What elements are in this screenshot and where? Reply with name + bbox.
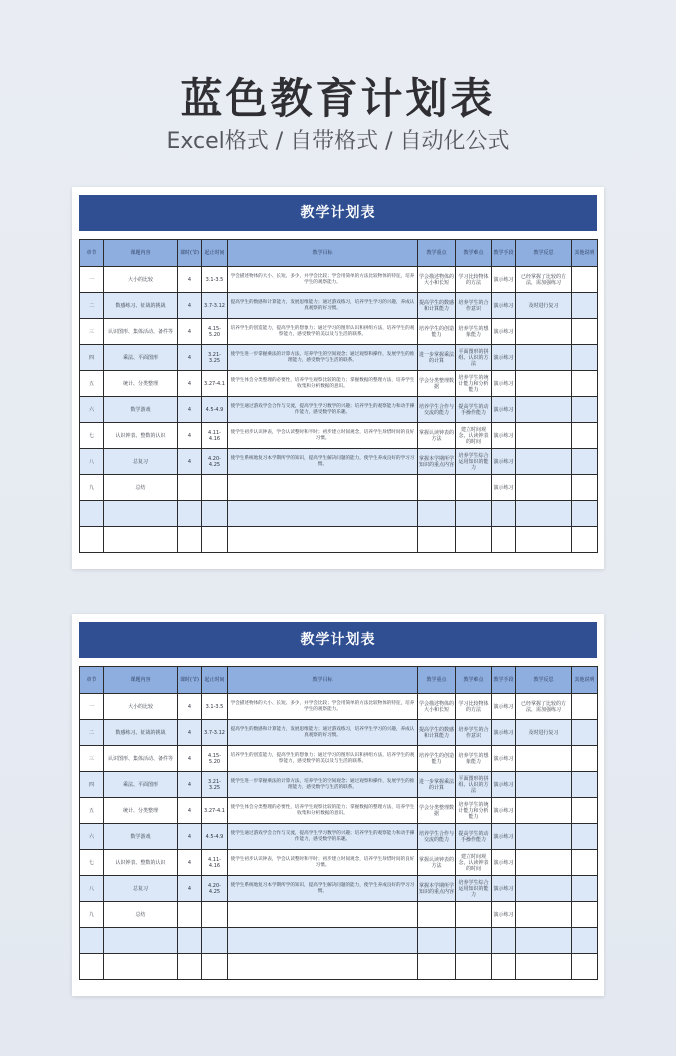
- cell-reflection: [516, 850, 572, 876]
- cell-other: [572, 928, 598, 954]
- table-row: [80, 746, 598, 772]
- table-row: [80, 876, 598, 902]
- cell-goal: 使学生进一步掌握乘法的计算方法，培养学生的空间观念；通过观察和操作，发展学生的推理能力，感受数学与生活的联系。: [228, 345, 418, 371]
- cell-time: 3.7-3.12: [202, 293, 228, 319]
- cell-chapter: 九: [80, 902, 104, 928]
- header-cell: 教学重点: [418, 240, 456, 267]
- cell-time: 3.1-3.5: [202, 694, 228, 720]
- cell-means: 演示练习: [492, 267, 516, 293]
- cell-means: 演示练习: [492, 746, 516, 772]
- cell-chapter: 四: [80, 772, 104, 798]
- cell-other: [572, 423, 598, 449]
- cell-means: 演示练习: [492, 798, 516, 824]
- cell-goal: 使学生系统地复习本学期所学的知识，提高学生解决问题的能力，使学生养成良好的学习习惯。: [228, 449, 418, 475]
- table-header-row: [80, 240, 598, 267]
- cell-difficulty: 培养学生的统计能力和分析能力: [456, 371, 492, 397]
- cell-time: [202, 501, 228, 527]
- cell-difficulty: 培养学生的想象能力: [456, 746, 492, 772]
- cell-key: 提高学生的数感和计算能力: [418, 720, 456, 746]
- header-cell: 其他说明: [572, 240, 598, 267]
- cell-means: 演示练习: [492, 397, 516, 423]
- cell-other: [572, 954, 598, 980]
- cell-goal: 使学生初步认识钟表，学会认读整时和半时；初步建立时间观念，培养学生珍惜时间的良好习惯。: [228, 423, 418, 449]
- table-row: [80, 850, 598, 876]
- cell-hours: 4: [178, 397, 202, 423]
- cell-goal: 使学生通过游戏学会合作与交流，提高学生学习数学的兴趣；培养学生的观察能力和动手操作能力，感受数学的乐趣。: [228, 824, 418, 850]
- table-row: [80, 772, 598, 798]
- cell-other: [572, 501, 598, 527]
- cell-topic: 统计、分类整理: [104, 798, 178, 824]
- cell-chapter: 八: [80, 449, 104, 475]
- cell-hours: [178, 527, 202, 553]
- cell-chapter: [80, 928, 104, 954]
- cell-goal: 使学生体会分类整理的必要性，培养学生观察比较的能力；掌握数据的整理方法，培养学生收集和分析数据的意识。: [228, 371, 418, 397]
- cell-other: [572, 475, 598, 501]
- cell-time: [202, 527, 228, 553]
- cell-means: 演示练习: [492, 902, 516, 928]
- cell-key: [418, 954, 456, 980]
- cell-reflection: [516, 345, 572, 371]
- table-row: [80, 345, 598, 371]
- cell-key: 掌握本学期所学知识的重点内容: [418, 449, 456, 475]
- cell-means: [492, 501, 516, 527]
- cell-means: 演示练习: [492, 475, 516, 501]
- cell-key: 学会描述物体的大小和长短: [418, 267, 456, 293]
- cell-means: 演示练习: [492, 694, 516, 720]
- cell-topic: 大小的比较: [104, 267, 178, 293]
- cell-chapter: 二: [80, 720, 104, 746]
- cell-topic: 数学游戏: [104, 397, 178, 423]
- cell-chapter: 五: [80, 371, 104, 397]
- cell-time: 3.27-4.1: [202, 371, 228, 397]
- cell-topic: [104, 501, 178, 527]
- header-cell: 教学目标: [228, 240, 418, 267]
- plan-table: [79, 239, 598, 553]
- table-row: [80, 423, 598, 449]
- table-row: [80, 501, 598, 527]
- cell-goal: 提高学生的数感和计算能力，发展思维能力；通过游戏练习，培养学生学习的兴趣，养成认真观察的好习惯。: [228, 720, 418, 746]
- cell-topic: 乘法、平面图形: [104, 772, 178, 798]
- cell-topic: 认识钟表、整数的认识: [104, 423, 178, 449]
- cell-time: 4.15-5.20: [202, 319, 228, 345]
- cell-time: [202, 902, 228, 928]
- cell-goal: 培养学生的创造能力，提高学生的想象力；通过学习的图形认识和拼组方法，培养学生的观察能力，感受数学的美以及与生活的联系。: [228, 319, 418, 345]
- header-cell: 起止时间: [202, 240, 228, 267]
- cell-chapter: 七: [80, 423, 104, 449]
- cell-difficulty: 培养学生综合运用知识的能力: [456, 449, 492, 475]
- cell-goal: [228, 954, 418, 980]
- header-cell: 教学难点: [456, 240, 492, 267]
- cell-key: 掌握本学期所学知识的重点内容: [418, 876, 456, 902]
- cell-key: 学会分类整理数据: [418, 371, 456, 397]
- cell-key: 培养学生合作与交流的能力: [418, 824, 456, 850]
- cell-other: [572, 720, 598, 746]
- cell-key: 培养学生合作与交流的能力: [418, 397, 456, 423]
- cell-key: 进一步掌握乘法的计算: [418, 772, 456, 798]
- cell-other: [572, 267, 598, 293]
- header-cell: 教学反思: [516, 667, 572, 694]
- cell-goal: 使学生系统地复习本学期所学的知识，提高学生解决问题的能力，使学生养成良好的学习习惯。: [228, 876, 418, 902]
- cell-key: 学会分类整理数据: [418, 798, 456, 824]
- cell-topic: [104, 928, 178, 954]
- cell-time: 3.1-3.5: [202, 267, 228, 293]
- cell-reflection: [516, 824, 572, 850]
- table-row: [80, 527, 598, 553]
- cell-other: [572, 772, 598, 798]
- header-cell: 教学手段: [492, 240, 516, 267]
- cell-difficulty: 培养学生的统计能力和分析能力: [456, 798, 492, 824]
- cell-hours: [178, 501, 202, 527]
- cell-difficulty: 平面图形的拼组、认识的方法: [456, 772, 492, 798]
- cell-key: 进一步掌握乘法的计算: [418, 345, 456, 371]
- header-cell: 教学反思: [516, 240, 572, 267]
- cell-hours: 4: [178, 423, 202, 449]
- cell-chapter: 三: [80, 746, 104, 772]
- cell-goal: [228, 928, 418, 954]
- cell-hours: [178, 954, 202, 980]
- table-row: [80, 475, 598, 501]
- cell-hours: 4: [178, 694, 202, 720]
- cell-hours: [178, 475, 202, 501]
- cell-difficulty: 培养学生的合作意识: [456, 720, 492, 746]
- cell-key: [418, 501, 456, 527]
- cell-hours: 4: [178, 371, 202, 397]
- cell-means: 演示练习: [492, 371, 516, 397]
- cell-chapter: 四: [80, 345, 104, 371]
- cell-means: [492, 954, 516, 980]
- cell-difficulty: 培养学生的想象能力: [456, 319, 492, 345]
- header-cell: 课题内容: [104, 667, 178, 694]
- table-row: [80, 397, 598, 423]
- cell-hours: 4: [178, 824, 202, 850]
- cell-chapter: [80, 501, 104, 527]
- cell-time: 4.20-4.25: [202, 876, 228, 902]
- cell-means: 演示练习: [492, 772, 516, 798]
- cell-means: 演示练习: [492, 345, 516, 371]
- cell-topic: 认识钟表、整数的认识: [104, 850, 178, 876]
- cell-topic: 总结: [104, 475, 178, 501]
- cell-key: 学会描述物体的大小和长短: [418, 694, 456, 720]
- cell-time: [202, 954, 228, 980]
- cell-key: 培养学生的创造能力: [418, 319, 456, 345]
- cell-other: [572, 746, 598, 772]
- cell-difficulty: [456, 501, 492, 527]
- cell-time: [202, 928, 228, 954]
- cell-time: 3.7-3.12: [202, 720, 228, 746]
- cell-hours: 4: [178, 319, 202, 345]
- cell-topic: 总结: [104, 902, 178, 928]
- header-cell: 课时(节): [178, 240, 202, 267]
- cell-chapter: 九: [80, 475, 104, 501]
- cell-key: 掌握认读钟表的方法: [418, 850, 456, 876]
- cell-chapter: 一: [80, 694, 104, 720]
- header-cell: 教学重点: [418, 667, 456, 694]
- table-header-row: [80, 667, 598, 694]
- cell-means: 演示练习: [492, 319, 516, 345]
- header-cell: 章节: [80, 240, 104, 267]
- cell-reflection: [516, 319, 572, 345]
- table-row: [80, 902, 598, 928]
- cell-goal: 使学生体会分类整理的必要性，培养学生观察比较的能力；掌握数据的整理方法，培养学生收集和分析数据的意识。: [228, 798, 418, 824]
- cell-other: [572, 371, 598, 397]
- cell-goal: 使学生通过游戏学会合作与交流，提高学生学习数学的兴趣；培养学生的观察能力和动手操作能力，感受数学的乐趣。: [228, 397, 418, 423]
- table-row: [80, 371, 598, 397]
- cell-reflection: [516, 876, 572, 902]
- cell-hours: 4: [178, 449, 202, 475]
- cell-means: 演示练习: [492, 449, 516, 475]
- cell-hours: [178, 928, 202, 954]
- cell-topic: 大小的比较: [104, 694, 178, 720]
- cell-means: 演示练习: [492, 850, 516, 876]
- cell-difficulty: [456, 475, 492, 501]
- cell-reflection: 及时进行复习: [516, 720, 572, 746]
- cell-reflection: [516, 423, 572, 449]
- cell-difficulty: 学习比较物体的方法: [456, 694, 492, 720]
- cell-reflection: [516, 527, 572, 553]
- cell-other: [572, 449, 598, 475]
- cell-topic: [104, 527, 178, 553]
- header-cell: 教学难点: [456, 667, 492, 694]
- header-cell: 课时(节): [178, 667, 202, 694]
- cell-goal: [228, 527, 418, 553]
- cell-reflection: [516, 746, 572, 772]
- cell-reflection: 已经掌握了比较的方法，需加强练习: [516, 694, 572, 720]
- cell-goal: [228, 475, 418, 501]
- sheet-banner: 教学计划表: [79, 195, 597, 231]
- cell-chapter: 二: [80, 293, 104, 319]
- cell-key: [418, 475, 456, 501]
- header-cell: 课题内容: [104, 240, 178, 267]
- header-cell: 章节: [80, 667, 104, 694]
- cell-chapter: 一: [80, 267, 104, 293]
- cell-hours: 4: [178, 798, 202, 824]
- cell-difficulty: [456, 954, 492, 980]
- cell-time: 4.11-4.16: [202, 850, 228, 876]
- cell-reflection: 已经掌握了比较的方法，需加强练习: [516, 267, 572, 293]
- cell-means: 演示练习: [492, 876, 516, 902]
- cell-other: [572, 397, 598, 423]
- cell-hours: [178, 902, 202, 928]
- header-cell: 教学目标: [228, 667, 418, 694]
- cell-topic: 乘法、平面图形: [104, 345, 178, 371]
- cell-topic: 数感练习、征战的挑战: [104, 720, 178, 746]
- cell-other: [572, 345, 598, 371]
- cell-other: [572, 850, 598, 876]
- cell-difficulty: 培养学生的合作意识: [456, 293, 492, 319]
- cell-time: 4.5-4.9: [202, 824, 228, 850]
- cell-goal: 学会描述物体的大小、长短、多少，并学会比较；学会用简单的方法比较物体的特征，培养学生的观察能力。: [228, 694, 418, 720]
- page-title: 蓝色教育计划表: [180, 74, 496, 123]
- cell-means: 演示练习: [492, 293, 516, 319]
- plan-table: [79, 666, 598, 980]
- cell-topic: 认识图形、集体活动、备件等: [104, 319, 178, 345]
- cell-time: [202, 475, 228, 501]
- cell-difficulty: 建立时间观念，认读钟表的时间: [456, 423, 492, 449]
- spreadsheet-preview-2: [72, 614, 604, 996]
- cell-key: [418, 928, 456, 954]
- header-cell: 其他说明: [572, 667, 598, 694]
- cell-difficulty: [456, 928, 492, 954]
- cell-time: 4.5-4.9: [202, 397, 228, 423]
- cell-other: [572, 319, 598, 345]
- cell-goal: 使学生初步认识钟表，学会认读整时和半时；初步建立时间观念，培养学生珍惜时间的良好习惯。: [228, 850, 418, 876]
- cell-hours: 4: [178, 850, 202, 876]
- cell-chapter: 六: [80, 824, 104, 850]
- cell-reflection: [516, 371, 572, 397]
- cell-time: 3.27-4.1: [202, 798, 228, 824]
- cell-goal: 使学生进一步掌握乘法的计算方法，培养学生的空间观念；通过观察和操作，发展学生的推理能力，感受数学与生活的联系。: [228, 772, 418, 798]
- table-row: [80, 319, 598, 345]
- cell-chapter: [80, 954, 104, 980]
- cell-reflection: [516, 397, 572, 423]
- cell-chapter: 八: [80, 876, 104, 902]
- cell-means: 演示练习: [492, 423, 516, 449]
- cell-goal: 提高学生的数感和计算能力，发展思维能力；通过游戏练习，培养学生学习的兴趣，养成认真观察的好习惯。: [228, 293, 418, 319]
- table-row: [80, 928, 598, 954]
- page-subtitle: Excel格式 / 自带格式 / 自动化公式: [166, 129, 510, 154]
- cell-reflection: [516, 902, 572, 928]
- cell-key: [418, 527, 456, 553]
- cell-reflection: [516, 928, 572, 954]
- cell-difficulty: 建立时间观念，认读钟表的时间: [456, 850, 492, 876]
- cell-reflection: [516, 475, 572, 501]
- cell-goal: 培养学生的创造能力，提高学生的想象力；通过学习的图形认识和拼组方法，培养学生的观察能力，感受数学的美以及与生活的联系。: [228, 746, 418, 772]
- cell-hours: 4: [178, 720, 202, 746]
- cell-time: 3.21-3.25: [202, 345, 228, 371]
- cell-hours: 4: [178, 345, 202, 371]
- cell-chapter: [80, 527, 104, 553]
- cell-reflection: [516, 772, 572, 798]
- cell-means: 演示练习: [492, 824, 516, 850]
- cell-reflection: [516, 954, 572, 980]
- cell-difficulty: 学习比较物体的方法: [456, 267, 492, 293]
- cell-chapter: 七: [80, 850, 104, 876]
- cell-other: [572, 902, 598, 928]
- cell-topic: [104, 954, 178, 980]
- cell-topic: 总复习: [104, 449, 178, 475]
- table-row: [80, 267, 598, 293]
- cell-time: 4.20-4.25: [202, 449, 228, 475]
- sheet-banner: 教学计划表: [79, 622, 597, 658]
- cell-goal: [228, 501, 418, 527]
- header-cell: 起止时间: [202, 667, 228, 694]
- cell-means: [492, 527, 516, 553]
- cell-difficulty: [456, 902, 492, 928]
- cell-other: [572, 694, 598, 720]
- cell-hours: 4: [178, 746, 202, 772]
- table-row: [80, 694, 598, 720]
- spreadsheet-preview-1: [72, 187, 604, 569]
- cell-key: 掌握认读钟表的方法: [418, 423, 456, 449]
- cell-reflection: [516, 501, 572, 527]
- cell-chapter: 六: [80, 397, 104, 423]
- cell-time: 4.11-4.16: [202, 423, 228, 449]
- cell-other: [572, 798, 598, 824]
- cell-reflection: 及时进行复习: [516, 293, 572, 319]
- cell-reflection: [516, 449, 572, 475]
- cell-chapter: 五: [80, 798, 104, 824]
- table-row: [80, 720, 598, 746]
- cell-topic: 统计、分类整理: [104, 371, 178, 397]
- cell-topic: 数感练习、征战的挑战: [104, 293, 178, 319]
- table-row: [80, 449, 598, 475]
- table-row: [80, 954, 598, 980]
- cell-hours: 4: [178, 267, 202, 293]
- cell-goal: 学会描述物体的大小、长短、多少，并学会比较；学会用简单的方法比较物体的特征，培养学生的观察能力。: [228, 267, 418, 293]
- cell-topic: 数学游戏: [104, 824, 178, 850]
- cell-hours: 4: [178, 876, 202, 902]
- cell-difficulty: 提高学生的动手操作能力: [456, 397, 492, 423]
- cell-difficulty: [456, 527, 492, 553]
- cell-hours: 4: [178, 772, 202, 798]
- cell-other: [572, 527, 598, 553]
- header-cell: 教学手段: [492, 667, 516, 694]
- cell-key: 提高学生的数感和计算能力: [418, 293, 456, 319]
- cell-means: [492, 928, 516, 954]
- cell-other: [572, 824, 598, 850]
- cell-difficulty: 提高学生的动手操作能力: [456, 824, 492, 850]
- cell-chapter: 三: [80, 319, 104, 345]
- table-row: [80, 824, 598, 850]
- cell-key: [418, 902, 456, 928]
- cell-hours: 4: [178, 293, 202, 319]
- cell-key: 培养学生的创造能力: [418, 746, 456, 772]
- table-row: [80, 293, 598, 319]
- cell-means: 演示练习: [492, 720, 516, 746]
- cell-other: [572, 876, 598, 902]
- cell-topic: 总复习: [104, 876, 178, 902]
- cell-topic: 认识图形、集体活动、备件等: [104, 746, 178, 772]
- table-row: [80, 798, 598, 824]
- cell-reflection: [516, 798, 572, 824]
- cell-difficulty: 培养学生综合运用知识的能力: [456, 876, 492, 902]
- cell-other: [572, 293, 598, 319]
- cell-goal: [228, 902, 418, 928]
- cell-time: 3.21-3.25: [202, 772, 228, 798]
- cell-time: 4.15-5.20: [202, 746, 228, 772]
- cell-difficulty: 平面图形的拼组、认识的方法: [456, 345, 492, 371]
